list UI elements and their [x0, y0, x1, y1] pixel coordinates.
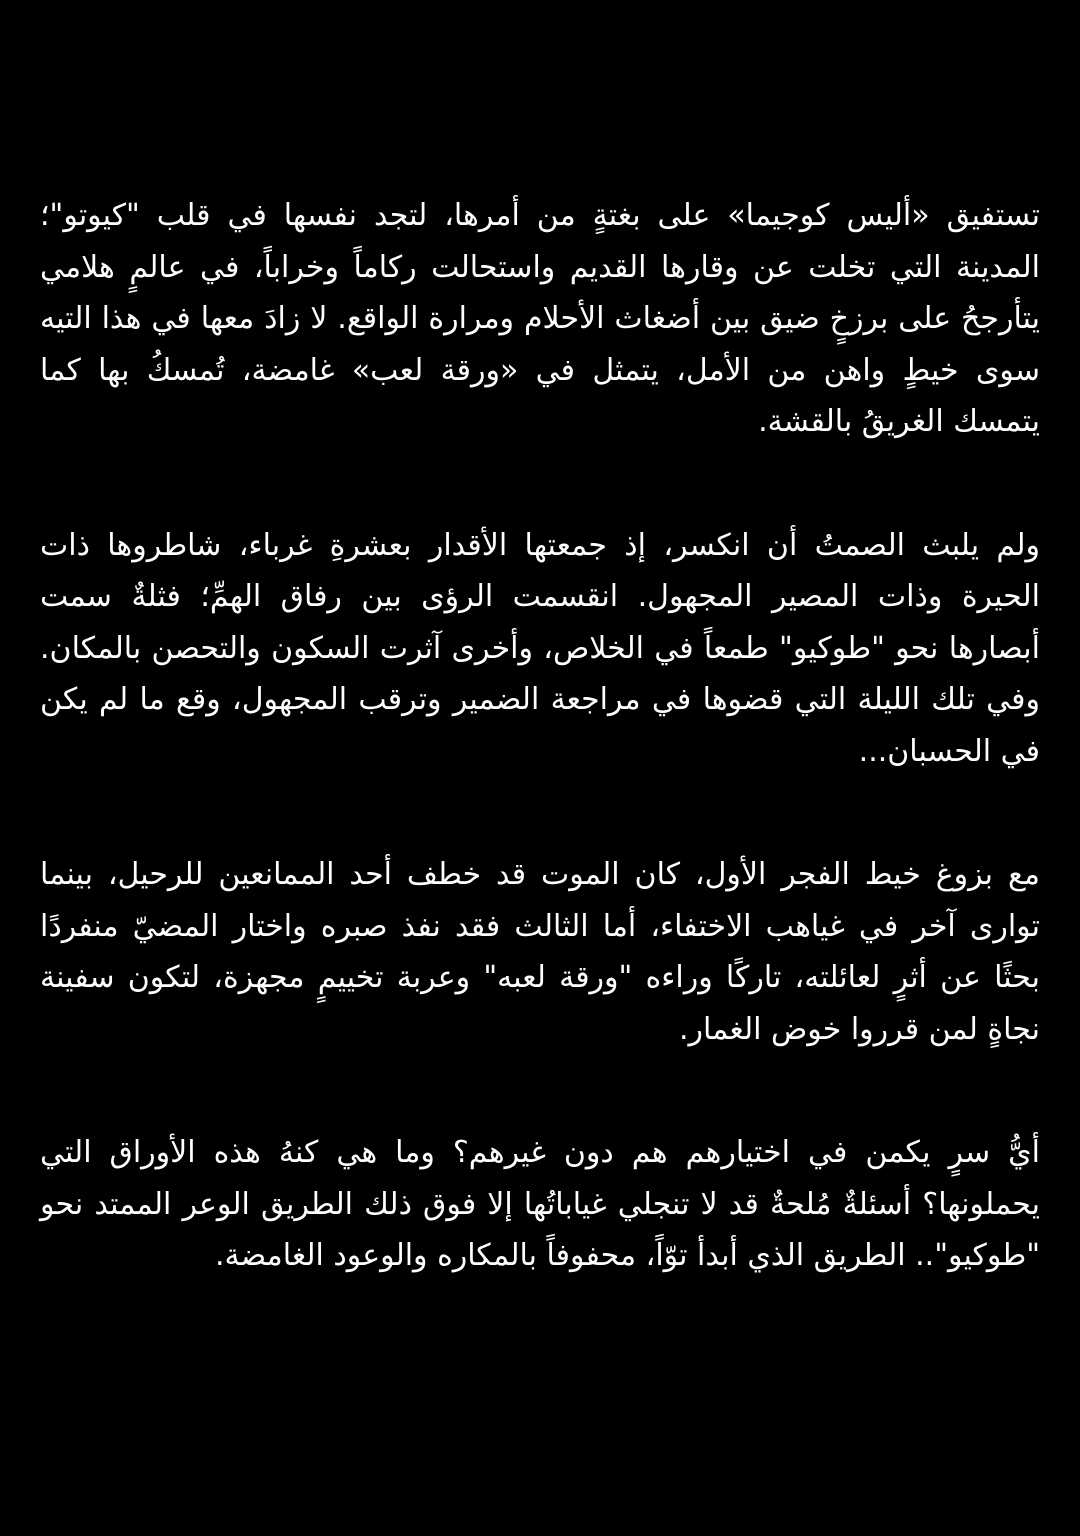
paragraph-3: مع بزوغ خيط الفجر الأول، كان الموت قد خطف أحد الممانعين للرحيل، بينما توارى آخر في غياهب الاختفاء، أما الثالث فقد نفذ صبره واختار المضيّ منفردًا بحثًا عن أثرٍ لعائلته، تاركًا وراءه "ورقة لعبه" وعربة تخييمٍ مجهزة، لتكون سفينة نجاةٍ لمن قرروا خوض الغمار. — [40, 857, 1040, 1047]
paragraph-2: ولم يلبث الصمتُ أن انكسر، إذ جمعتها الأقدار بعشرةِ غرباء، شاطروها ذات الحيرة وذات المصير المجهول. انقسمت الرؤى بين رفاق الهمِّ؛ فثلةٌ سمت أبصارها نحو "طوكيو" طمعاً في الخلاص، وأخرى آثرت السكون والتحصن بالمكان. وفي تلك الليلة التي قضوها في مراجعة الضمير وترقب المجهول، وقع ما لم يكن في الحسبان... — [40, 527, 1040, 769]
paragraph-4: أيُّ سرٍ يكمن في اختيارهم هم دون غيرهم؟ وما هي كنهُ هذه الأوراق التي يحملونها؟ أسئلةٌ مُلحةٌ قد لا تنجلي غياباتُها إلا فوق ذلك الطريق الوعر الممتد نحو "طوكيو".. الطريق الذي أبدأ توّاً، محفوفاً بالمكاره والوعود الغامضة. — [40, 1135, 1040, 1273]
story-text — [40, 190, 1040, 1282]
paragraph-1: تستفيق «أليس كوجيما» على بغتةٍ من أمرها، لتجد نفسها في قلب "كيوتو"؛ المدينة التي تخلت عن وقارها القديم واستحالت ركاماً وخراباً، في عالمٍ هلامي يتأرجحُ على برزخٍ ضيق بين أضغاث الأحلام ومرارة الواقع. لا زادَ معها في هذا التيه سوى خيطٍ واهن من الأمل، يتمثل في «ورقة لعب» غامضة، تُمسكُ بها كما يتمسك الغريقُ بالقشة. — [40, 198, 1040, 439]
